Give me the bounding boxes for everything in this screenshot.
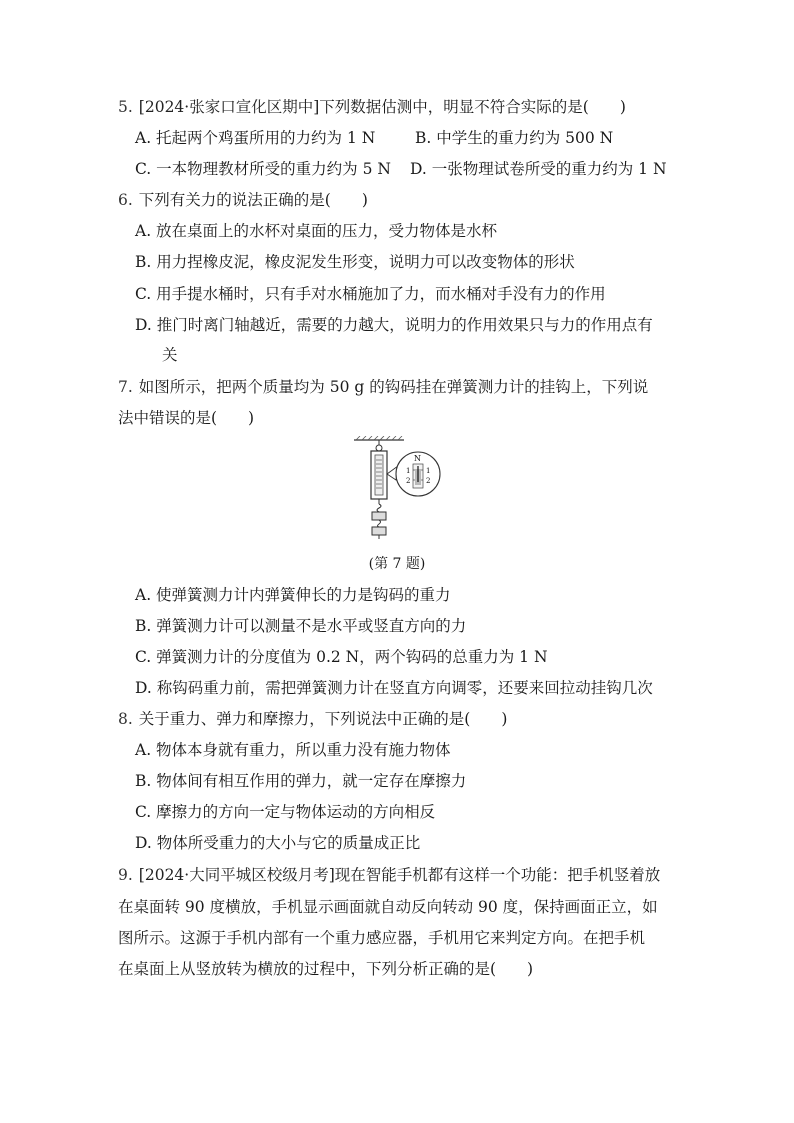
q8-option-c: C. 摩擦力的方向一定与物体运动的方向相反 — [135, 803, 436, 821]
figure-tick-1-left: 1 — [406, 467, 411, 475]
q6-option-b: B. 用力捏橡皮泥，橡皮泥发生形变，说明力可以改变物体的形状 — [135, 253, 575, 271]
question-text: 下列有关力的说法正确的是( ) — [138, 191, 368, 209]
q5-option-c: C. 一本物理教材所受的重力约为 5 N — [135, 160, 391, 178]
figure-caption: (第 7 题) — [368, 556, 426, 572]
question-9-stem-line4: 在桌面上从竖放转为横放的过程中，下列分析正确的是( ) — [118, 960, 534, 978]
q6-option-c: C. 用手提水桶时，只有手对水桶施加了力，而水桶对手没有力的作用 — [135, 285, 606, 303]
q5-option-a: A. 托起两个鸡蛋所用的力约为 1 N — [135, 129, 376, 147]
question-9-stem-line3: 图所示。这源于手机内部有一个重力感应器，手机用它来判定方向。在把手机 — [118, 929, 646, 947]
question-number: 7. — [118, 378, 133, 396]
q8-option-b: B. 物体间有相互作用的弹力，就一定存在摩擦力 — [135, 772, 467, 790]
question-5-stem — [118, 97, 626, 117]
question-6-stem — [118, 190, 368, 210]
q6-option-a: A. 放在桌面上的水杯对桌面的压力，受力物体是水杯 — [135, 222, 498, 240]
q5-option-b: B. 中学生的重力约为 500 N — [415, 129, 614, 147]
q8-option-d: D. 物体所受重力的大小与它的质量成正比 — [135, 834, 421, 852]
q7-option-d: D. 称钩码重力前，需把弹簧测力计在竖直方向调零，还要来回拉动挂钩几次 — [135, 679, 653, 697]
question-number: 9. — [118, 866, 133, 884]
question-source: [2024·张家口宣化区期中] — [138, 98, 320, 116]
figure-tick-2-right: 2 — [426, 477, 431, 485]
q7-option-a: A. 使弹簧测力计内弹簧伸长的力是钩码的重力 — [135, 586, 451, 604]
q7-option-b: B. 弹簧测力计可以测量不是水平或竖直方向的力 — [135, 617, 467, 635]
question-text: 关于重力、弹力和摩擦力，下列说法中正确的是( ) — [138, 710, 508, 728]
figure-tick-2-left: 2 — [406, 477, 411, 485]
question-source: [2024·大同平城区校级月考] — [138, 866, 335, 884]
q6-option-d-continued: 关 — [162, 346, 178, 364]
question-text: 现在智能手机都有这样一个功能：把手机竖着放 — [334, 866, 661, 884]
figure-tick-1-right: 1 — [426, 467, 431, 475]
question-9-stem-line1 — [118, 865, 660, 885]
q8-option-a: A. 物体本身就有重力，所以重力没有施力物体 — [135, 741, 451, 759]
q7-option-c: C. 弹簧测力计的分度值为 0.2 N，两个钩码的总重力为 1 N — [135, 648, 548, 666]
question-9-stem-line2: 在桌面转 90 度横放，手机显示画面就自动反向转动 90 度，保持画面正立，如 — [118, 898, 658, 916]
question-7-stem-line1 — [118, 377, 648, 397]
spring-scale-figure — [352, 436, 444, 540]
question-text: 下列数据估测中，明显不符合实际的是( ) — [319, 98, 626, 116]
question-7-stem-line2: 法中错误的是( ) — [118, 409, 255, 427]
question-number: 8. — [118, 710, 133, 728]
question-8-stem — [118, 709, 507, 729]
question-number: 5. — [118, 98, 133, 116]
q6-option-d: D. 推门时离门轴越近，需要的力越大，说明力的作用效果只与力的作用点有 — [135, 316, 653, 334]
spring-scale-diagram — [352, 436, 444, 540]
question-number: 6. — [118, 191, 133, 209]
question-text: 如图所示，把两个质量均为 50 g 的钩码挂在弹簧测力计的挂钩上，下列说 — [138, 378, 649, 396]
q5-option-d: D. 一张物理试卷所受的重力约为 1 N — [410, 160, 667, 178]
figure-unit-label: N — [414, 454, 421, 463]
